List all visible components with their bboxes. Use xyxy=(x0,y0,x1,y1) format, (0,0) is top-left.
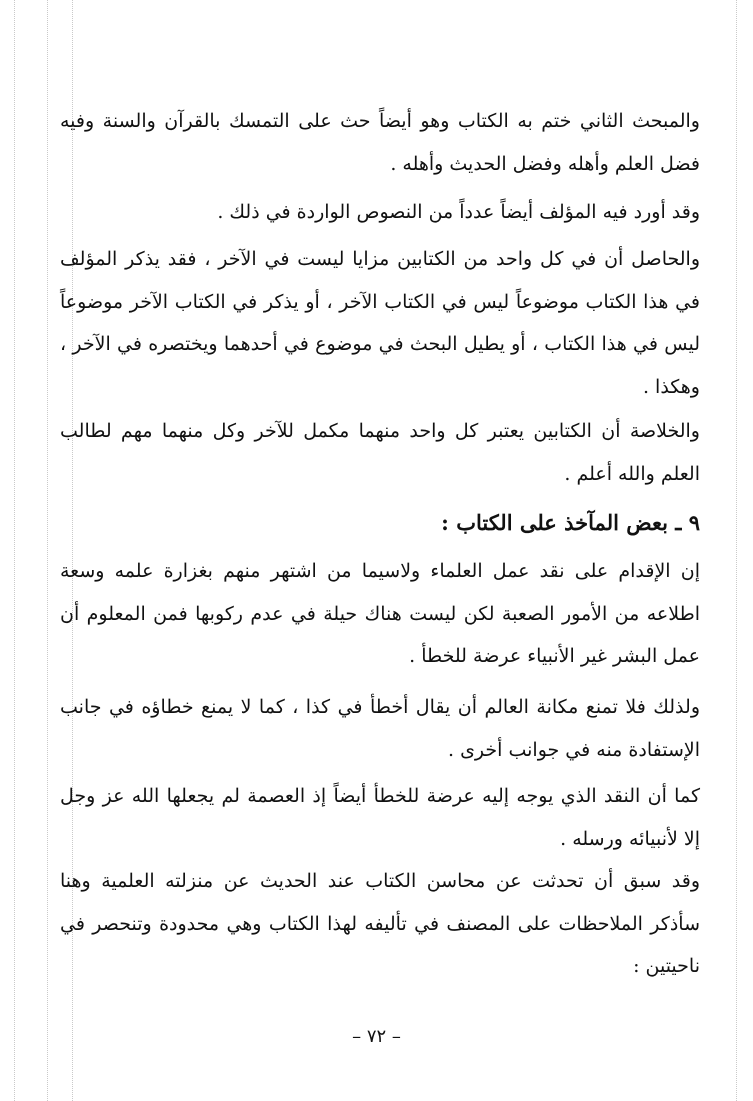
scan-margin-line xyxy=(736,0,737,1101)
paragraph-critique-intro: إن الإقدام على نقد عمل العلماء ولاسيما من اشتهر منهم بغزارة علمه وسعة اطلاعه من الأمور الصعبة لكن ليست هناك حيلة في عدم ركوبها فمن المعلوم أن عمل البشر غير الأنبياء عرضة للخطأ . xyxy=(60,560,700,667)
scan-margin-line xyxy=(14,0,15,1101)
paragraph-scholar-status: ولذلك فلا تمنع مكانة العالم أن يقال أخطأ في كذا ، كما لا يمنع خطاؤه في جانب الإستفادة منه في جوانب أخرى . xyxy=(60,696,700,761)
page-number: – ٧٢ – xyxy=(352,1026,401,1047)
paragraph-observations: وقد سبق أن تحدثت عن محاسن الكتاب عند الحديث عن منزلته العلمية وهنا سأذكر الملاحظات على المصنف في تأليفه لهذا الكتاب وهي محدودة وتنحصر في ناحيتين : xyxy=(60,870,700,977)
paragraph-conclusion: والخلاصة أن الكتابين يعتبر كل واحد منهما مكمل للآخر وكل منهما مهم لطالب العلم والله أعلم . xyxy=(60,420,700,485)
section-heading: ٩ ـ بعض المآخذ على الكتاب : xyxy=(441,510,700,535)
scan-margin-line xyxy=(47,0,48,1101)
paragraph-author-texts: وقد أورد فيه المؤلف أيضاً عدداً من النصوص الواردة في ذلك . xyxy=(217,201,700,223)
paragraph-second-section: والمبحث الثاني ختم به الكتاب وهو أيضاً حث على التمسك بالقرآن والسنة وفيه فضل العلم وأهله وفضل الحديث وأهله . xyxy=(60,110,700,175)
paragraph-summary: والحاصل أن في كل واحد من الكتابين مزايا ليست في الآخر ، فقد يذكر المؤلف في هذا الكتاب موضوعاً ليس في الكتاب الآخر ، أو يذكر في الكتاب الآخر موضوعاً ليس في هذا الكتاب ، أو يطيل البحث في موضوع في أحدهما ويختصره في الآخر ، وهكذا . xyxy=(60,248,700,398)
paragraph-criticism-error: كما أن النقد الذي يوجه إليه عرضة للخطأ أيضاً إذ العصمة لم يجعلها الله عز وجل إلا لأنبيائه ورسله . xyxy=(60,785,700,850)
